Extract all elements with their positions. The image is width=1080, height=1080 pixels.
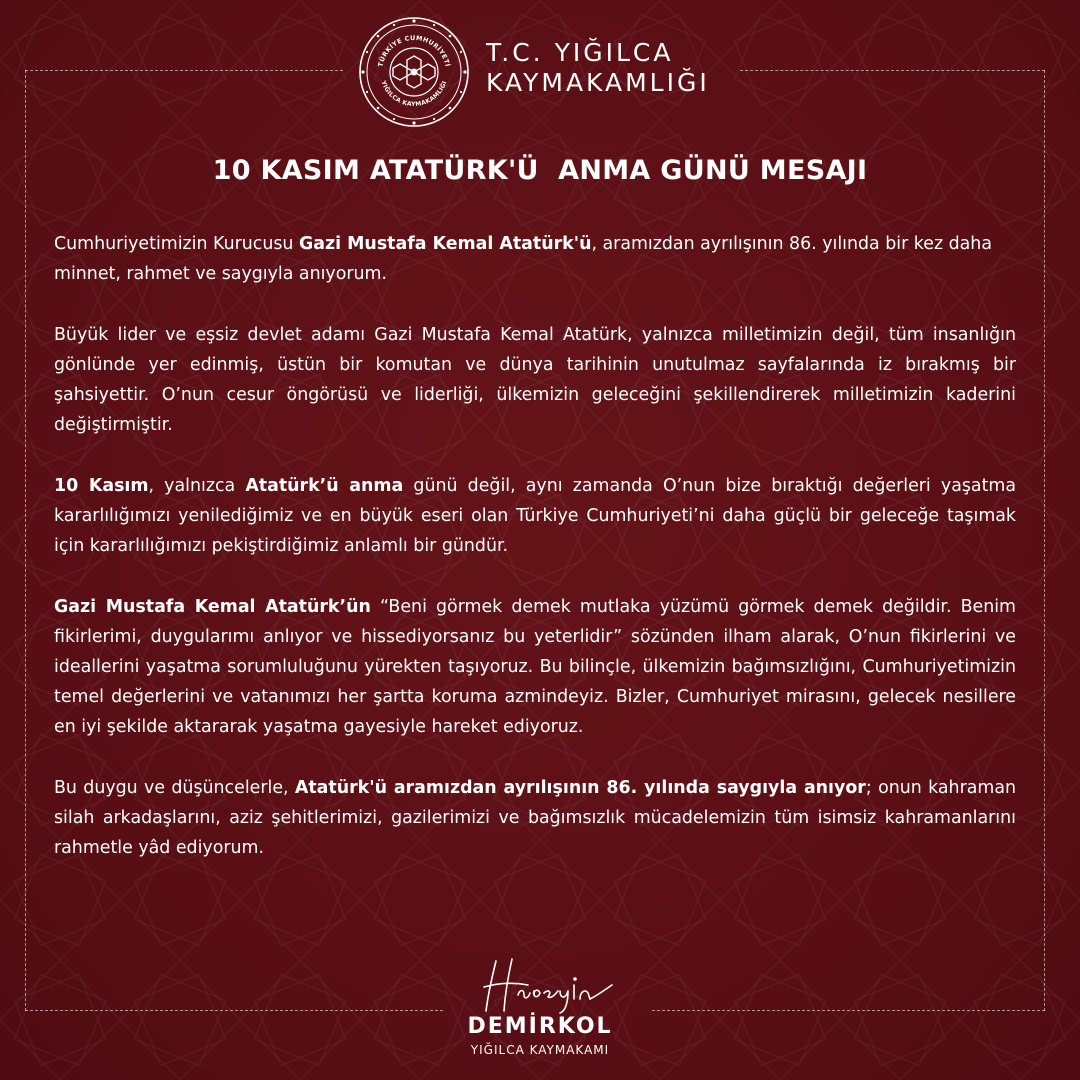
p3-bold-1: 10 Kasım [54, 476, 149, 496]
p5-text-2: ; onun kahraman silah arkadaşlarını, aziz şehitlerimizi, gazilerimizi ve bağımsızlık mücadelemizin tüm isimsiz kahramanlarını rahmetle yâd ediyorum. [54, 778, 1016, 858]
p3-text-1: , yalnızca [148, 476, 246, 496]
p1-text-1: Cumhuriyetimizin Kurucusu [54, 234, 299, 254]
institution-line-2: KAYMAKAMLIĞI [486, 68, 710, 97]
p2-text-1: Büyük lider ve eşsiz devlet adamı Gazi Mustafa Kemal Atatürk, yalnızca milletimizin değil, tüm insanlığın gönlünde yer edinmiş, üstün bir komutan ve dünya tarihinin unutulmaz sayfalarında iz bırakmış bir şahsiyettir. O’nun cesur öngörüsü ve liderliği, ülkemizin geleceğini şekillendirerek milletimizin kaderini değiştirmiştir. [54, 325, 1016, 435]
p5-bold-1: Atatürk'ü aramızdan ayrılışının 86. yılında saygıyla anıyor [294, 778, 866, 798]
svg-text:YIĞILCA KAYMAKAMLIĞI [379, 79, 448, 108]
seal-top-text: TÜRKİYE CUMHURİYETİ [376, 33, 452, 68]
institution-name [486, 38, 710, 98]
seal-emblem-icon [358, 16, 470, 128]
p1-text-2: , aramızdan ayrılışının 86. yılında bir kez daha minnet, rahmet ve saygıyla anıyorum. [54, 234, 992, 284]
frame-top-right-line [740, 70, 1045, 71]
frame-bottom-right-line [652, 1010, 1045, 1011]
frame-right-line [1044, 70, 1045, 1011]
seal-bottom-text: YIĞILCA KAYMAKAMLIĞI [379, 79, 449, 109]
paragraph-2 [54, 320, 1016, 440]
p3-text-2: günü değil, aynı zamanda O’nun bize bıraktığı değerleri yaşatma kararlılığımızı yenilediğimiz ve en büyük eseri olan Türkiye Cumhuriyeti’ni daha güçlü bir geleceğe taşımak için kararlılığımızı pekiştirdiğimiz anlamlı bir gündür. [54, 476, 1016, 556]
signer-title: YIĞILCA KAYMAKAMI [470, 1043, 610, 1057]
signer-name: DEMİRKOL [467, 1014, 613, 1039]
frame-top-left-line [25, 70, 343, 71]
p1-bold-1: Gazi Mustafa Kemal Atatürk'ü [298, 234, 592, 254]
svg-text:TÜRKİYE CUMHURİYETİ [376, 34, 452, 68]
frame-left-line [25, 70, 26, 1011]
p4-text-1: “Beni görmek demek mutlaka yüzümü görmek demek değildir. Benim fikirlerimi, duygularımı anlıyor ve hissediyorsanız bu yeterlidir” sözünden ilham alarak, O’nun fikirlerini ve ideallerini yaşatma sorumluluğunu yürekten taşıyoruz. Bu bilinçle, ülkemizin bağımsızlığını, Cumhuriyetimizin temel değerlerini ve vatanımızı her şartta koruma azmindeyiz. Bizler, Cumhuriyet mirasını, gelecek nesillere en iyi şekilde aktararak yaşatma gayesiyle hareket ediyoruz. [54, 597, 1017, 737]
paragraph-5 [54, 773, 1016, 863]
frame-bottom-left-line [25, 1010, 443, 1011]
page-title: 10 KASIM ATATÜRK'Ü ANMA GÜNÜ MESAJI [212, 155, 868, 186]
paragraph-4 [54, 592, 1016, 742]
paragraph-1 [54, 229, 1016, 289]
paragraph-3 [54, 471, 1016, 561]
signature-icon [478, 955, 618, 1017]
p4-bold-1: Gazi Mustafa Kemal Atatürk’ün [54, 597, 371, 617]
p5-text-1: Bu duygu ve düşüncelerle, [54, 778, 295, 798]
p3-bold-2: Atatürk’ü anma [245, 476, 404, 496]
institution-line-1: T.C. YIĞILCA [486, 38, 674, 67]
message-body [54, 229, 1016, 894]
